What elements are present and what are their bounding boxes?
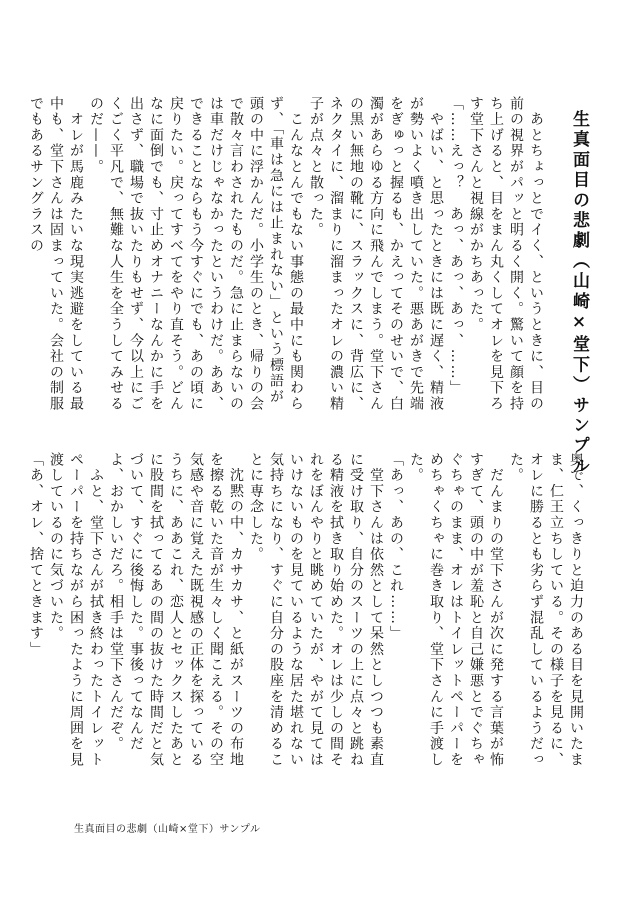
paragraph: ふと、堂下さんが拭き終わったトイレットペーパーを持ちながら困ったように周囲を見渡しているのに気づいた。 [48, 452, 104, 768]
paragraph: 沈黙の中、カサカサ、と紙がスーツの布地を擦る乾いた音が生々しく聞こえる。その空気感や音に覚えた既視感の正体を探っているうちに、ああこれ、恋人とセックスしたあとに股間を拭ってるあの間の抜けた時間だと気づいて、すぐに後悔した。事後ってなんだよ、おかしいだろ。相手は堂下さんだぞ。 [108, 452, 244, 768]
paragraph: 「あ、オレ、捨てときます」 [28, 452, 44, 658]
paragraph: こんなとんでもない事態の最中にも関わらず、「車は急には止まれない」という標語が頭の中に浮かんだ。小学生のとき、帰りの会で散々言わされたものだ。急に止まらないのは車だけじゃなかったというわけだ。ああ、できることならもう今すぐにでも、あの頃に戻りたい。戻ってすべてをやり直そう。どんなに面倒でも、寸止めオナニーなんかに手を出さず、職場で抜いたりもせず、今以上にごくごく平凡で、無難な人生を全うしてみせるのだ——。 [88, 96, 304, 412]
paragraph: 奥で、くっきりと迫力のある目を見開いたまま、仁王立ちしている。その様子を見るに、オレに勝るとも劣らず混乱しているようだった。 [508, 452, 584, 768]
page-title: 生真面目の悲劇（山崎×堂下）サンプル [569, 110, 589, 477]
paragraph: 「……えっ？ あっ、あっ、あっ、……」 [448, 96, 464, 397]
paragraph: 「あっ、あの、これ……」 [388, 452, 404, 642]
paragraph: オレが馬鹿みたいな現実逃避をしている最中も、堂下さんは固まっていた。会社の制服でもあるサングラスの [28, 96, 84, 412]
paragraph: やばい、と思ったときには既に遅く、精液が勢いよく噴き出していた。悪あがきで先端をぎゅっと握るも、かえってそのせいで、白濁があらゆる方向に飛んでしまう。堂下さんの黒い無地の靴に、スラックスに、背広に、ネクタイに、溜まりに溜まったオレの濃い精子が点々と散った。 [308, 96, 444, 412]
body-text-bottom [28, 452, 586, 782]
body-text-top [28, 96, 546, 416]
paragraph: あとちょっとでイく、というときに、目の前の視界がパッと明るく開く。驚いて顔を持ち上げると、目をまん丸くしてオレを見下ろす堂下さんと視線がかちあった。 [468, 96, 544, 412]
paragraph: 堂下さんは依然として呆然としつつも素直に受け取り、自分のスーツの上に点々と跳ねる精液を拭き取り始めた。オレは少しの間それをぼんやりと眺めていたが、やがて見てはいけないものを見ているような居た堪れない気持ちになり、すぐに自分の股座を清めることに専念した。 [248, 452, 384, 768]
paragraph: だんまりの堂下さんが次に発する言葉が怖すぎて、頭の中が羞恥と自己嫌悪とでぐちゃぐちゃのまま、オレはトイレットペーパーをめちゃくちゃに巻き取り、堂下さんに手渡した。 [408, 452, 504, 768]
page-footer: 生真面目の悲劇（山崎×堂下）サンプル [74, 824, 261, 835]
